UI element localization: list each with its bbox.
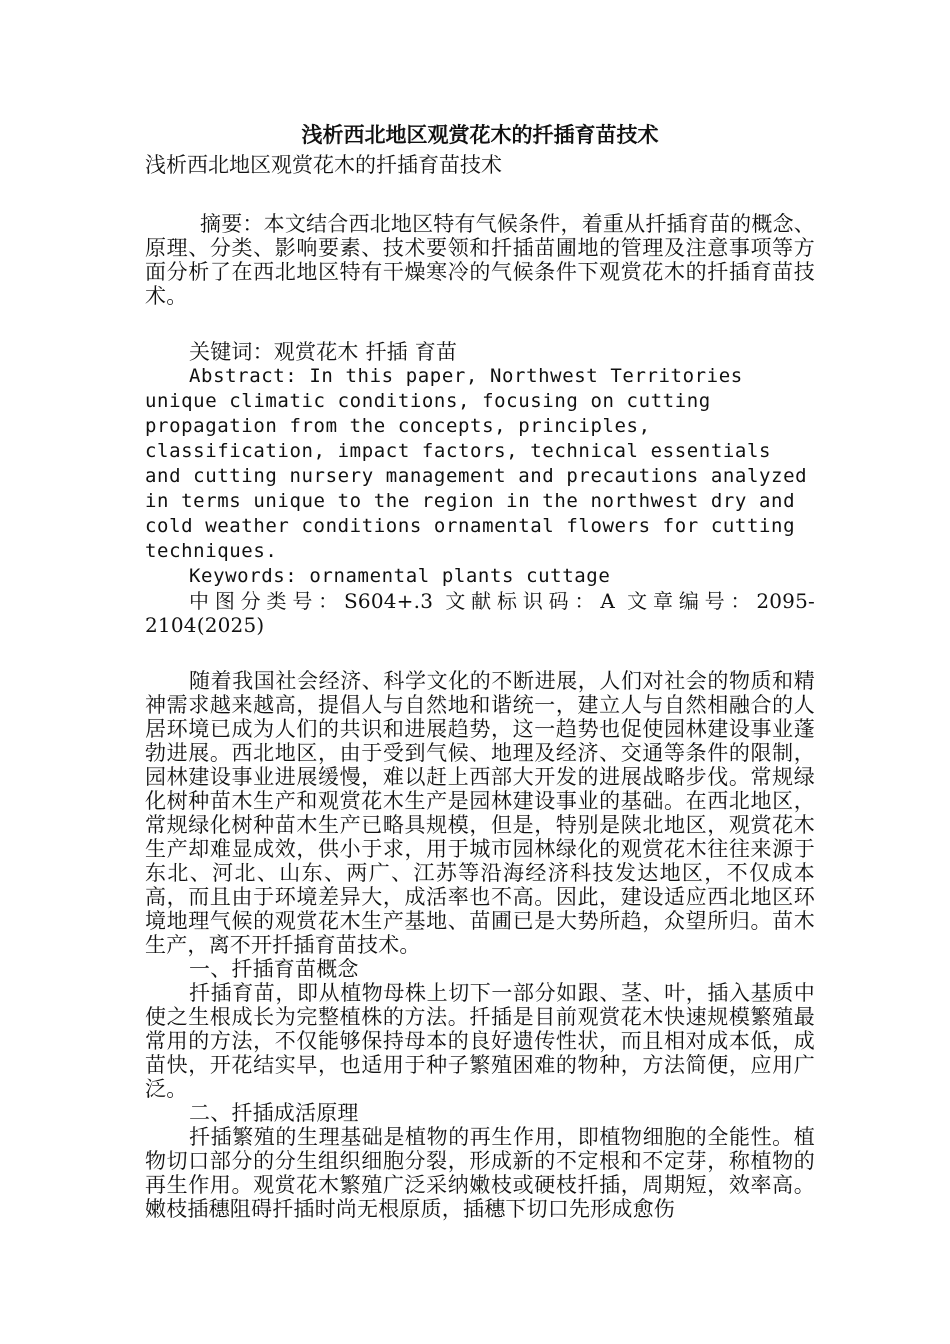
section-2-heading: 二、扦插成活原理: [189, 1101, 359, 1125]
spacer: [145, 180, 815, 212]
spacer: [145, 637, 815, 669]
section-2-body: 扦插繁殖的生理基础是植物的再生作用，即植物细胞的全能性。植物切口部分的分生组织细胞分裂，形成新的不定根和不定芽，称植物的再生作用。观赏花木繁殖广泛采纳嫩枝或硬枝扦插，周期短，效率高。嫩枝插穗阻碍扦插时尚无根原质，插穗下切口先形成愈伤: [145, 1125, 815, 1221]
intro-paragraph: 随着我国社会经济、科学文化的不断进展，人们对社会的物质和精神需求越来越高，提倡人与自然地和谐统一，建立人与自然相融合的人居环境已成为人们的共识和进展趋势，这一趋势也促使园林建设事业蓬勃进展。西北地区，由于受到气候、地理及经济、交通等条件的限制，园林建设事业进展缓慢，难以赶上西部大开发的进展战略步伐。常规绿化树种苗木生产和观赏花木生产是园林建设事业的基础。在西北地区，常规绿化树种苗木生产已略具规模，但是，特别是陕北地区，观赏花木生产却难显成效，供小于求，用于城市园林绿化的观赏花木往往来源于东北、河北、山东、两广、江苏等沿海经济科技发达地区，不仅成本高，而且由于环境差异大，成活率也不高。因此，建设适应西北地区环境地理气候的观赏花木生产基地、苗圃已是大势所趋，众望所归。苗木生产，离不开扦插育苗技术。: [145, 669, 815, 957]
keywords-en: Keywords: ornamental plants cuttage: [189, 565, 611, 587]
document-page: [145, 120, 815, 1221]
abstract-cn: 摘要：本文结合西北地区特有气候条件，着重从扦插育苗的概念、原理、分类、影响要素、技术要领和扦插苗圃地的管理及注意事项等方面分析了在西北地区特有干燥寒冷的气候条件下观赏花木的扦插育苗技术。: [145, 212, 815, 308]
classification-line: 中图分类号：S604+.3 文献标识码：A 文章编号：2095-2104(2025): [145, 589, 815, 637]
spacer: [145, 308, 815, 340]
section-1-heading: 一、扦插育苗概念: [189, 957, 359, 981]
document-subtitle: 浅析西北地区观赏花木的扦插育苗技术: [145, 153, 502, 177]
section-1-body: 扦插育苗，即从植物母株上切下一部分如跟、茎、叶，插入基质中使之生根成长为完整植株的方法。扦插是目前观赏花木快速规模繁殖最常用的方法，不仅能够保持母本的良好遗传性状，而且相对成本低，成苗快，开花结实早，也适用于种子繁殖困难的物种，方法简便，应用广泛。: [145, 981, 815, 1101]
document-title: 浅析西北地区观赏花木的扦插育苗技术: [301, 122, 659, 147]
abstract-en: Abstract: In this paper, Northwest Territories unique climatic conditions, focusing on cutting propagation from the concepts, principles, classification, impact factors, technical essentials and cutting nursery management and precautions analyzed in terms unique to the region in the northwest dry and cold weather conditions ornamental flowers for cutting techniques.: [145, 365, 808, 562]
keywords-cn: 关键词：观赏花木 扦插 育苗: [189, 340, 458, 364]
